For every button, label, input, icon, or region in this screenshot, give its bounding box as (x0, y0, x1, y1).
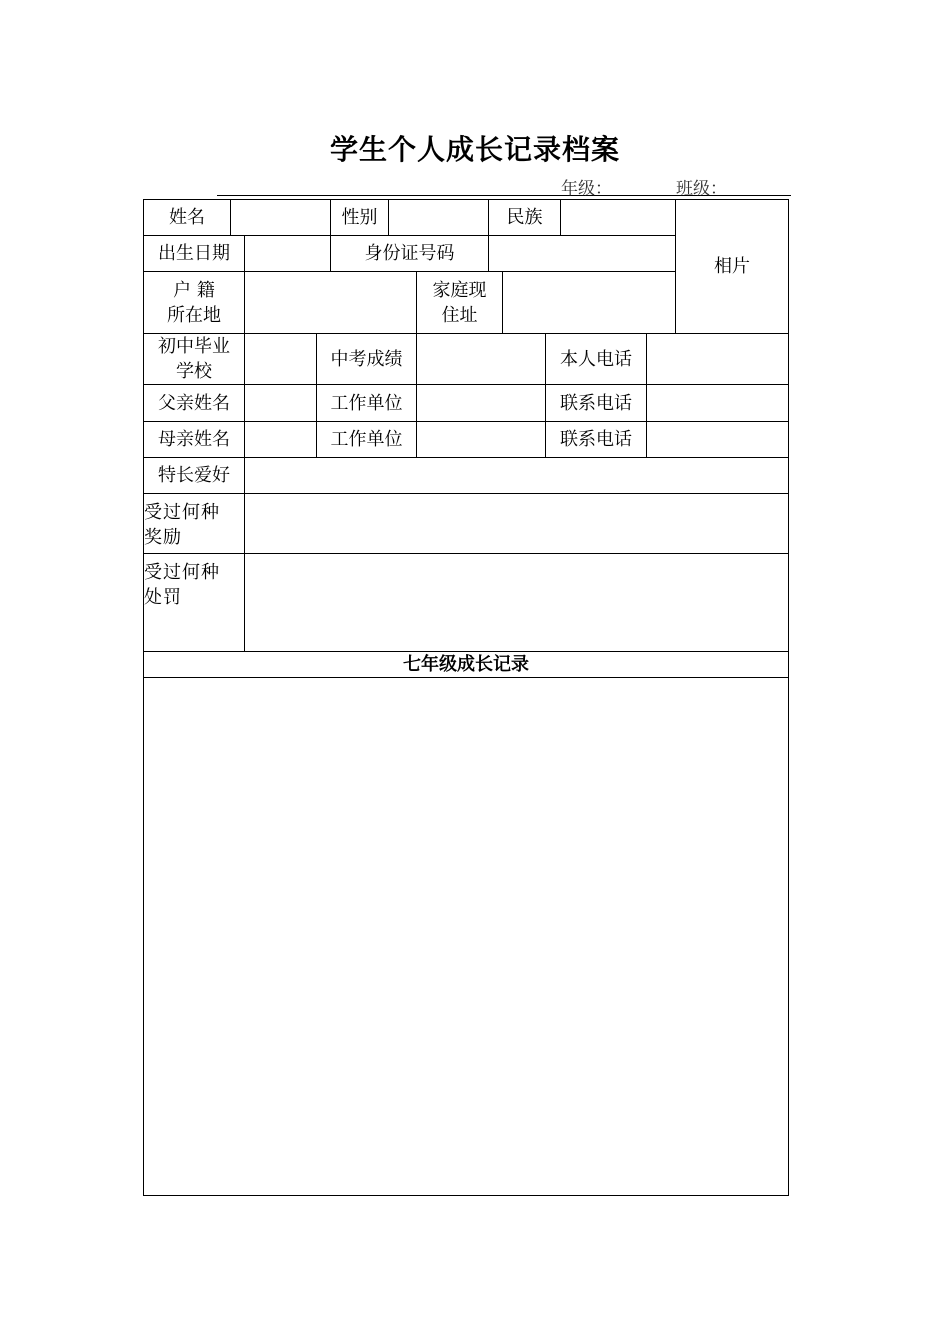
hobbies-label: 特长爱好 (158, 465, 230, 486)
photo-label: 相片 (714, 256, 750, 277)
father-work-field[interactable] (417, 385, 545, 421)
record-form-table (143, 199, 789, 1196)
ethnicity-field[interactable] (561, 200, 675, 235)
mother-name-field[interactable] (245, 422, 316, 457)
middle-school-label-line1: 初中毕业 (158, 336, 230, 357)
growth-record-area[interactable] (144, 678, 788, 1195)
birth-date-label: 出生日期 (158, 243, 230, 264)
household-label-line1: 户 籍 (173, 279, 215, 301)
father-phone-field[interactable] (647, 385, 788, 421)
exam-score-label: 中考成绩 (330, 348, 403, 370)
id-number-field[interactable] (489, 236, 675, 271)
birth-date-field[interactable] (245, 236, 330, 271)
household-field[interactable] (245, 272, 416, 333)
own-phone-field[interactable] (647, 334, 788, 384)
address-label-line2: 住址 (441, 304, 478, 326)
id-number-label: 身份证号码 (364, 243, 455, 264)
address-label (417, 272, 502, 333)
awards-field[interactable] (245, 494, 788, 553)
class-label: 班级： (676, 179, 727, 199)
ethnicity-label: 民族 (506, 207, 543, 228)
mother-work-field[interactable] (417, 422, 545, 457)
grade-label: 年级： (561, 179, 612, 199)
exam-score-field[interactable] (417, 334, 545, 384)
awards-label-line1: 受过何种 (144, 502, 220, 523)
punishments-field[interactable] (245, 554, 788, 651)
address-label-line1: 家庭现 (432, 279, 487, 301)
address-field[interactable] (503, 272, 675, 333)
own-phone-label: 本人电话 (560, 348, 632, 370)
gender-field[interactable] (389, 200, 488, 235)
punishments-label (144, 554, 244, 651)
gender-label: 性别 (341, 207, 378, 228)
middle-school-label-line2: 学校 (176, 361, 212, 382)
punishments-label-line1: 受过何种 (144, 562, 220, 583)
father-name-label: 父亲姓名 (158, 392, 230, 414)
mother-phone-label: 联系电话 (560, 429, 632, 450)
awards-label (144, 494, 244, 553)
mother-phone-field[interactable] (647, 422, 788, 457)
middle-school-label (144, 334, 244, 384)
hobbies-field[interactable] (245, 458, 788, 493)
household-label-line2: 所在地 (167, 304, 221, 326)
name-field[interactable] (231, 200, 330, 235)
middle-school-field[interactable] (245, 334, 316, 384)
father-phone-label: 联系电话 (560, 392, 632, 414)
mother-work-label: 工作单位 (330, 429, 403, 450)
mother-name-label: 母亲姓名 (158, 429, 230, 450)
father-work-label: 工作单位 (330, 392, 403, 414)
father-name-field[interactable] (245, 385, 316, 421)
growth-record-heading: 七年级成长记录 (403, 654, 529, 675)
household-label (144, 272, 244, 333)
awards-label-line2: 奖励 (144, 527, 182, 548)
page-title: 学生个人成长记录档案 (329, 133, 620, 166)
punishments-label-line2: 处罚 (144, 587, 182, 608)
name-label: 姓名 (169, 207, 205, 228)
